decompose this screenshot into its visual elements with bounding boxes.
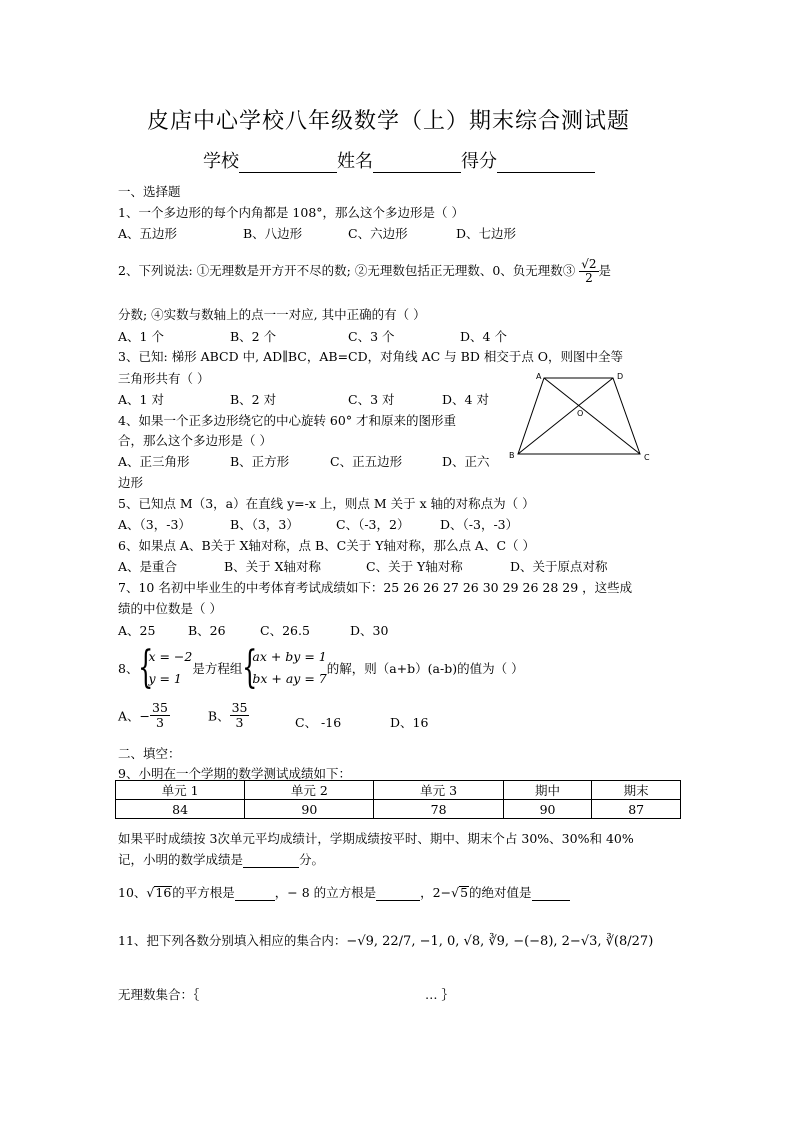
score-header: 单元 3 — [374, 781, 503, 800]
school-label: 学校 — [203, 151, 239, 172]
sqrt-icon: √ — [451, 885, 460, 900]
q1-option-c[interactable]: C、六边形 — [348, 226, 408, 241]
score-header: 单元 2 — [245, 781, 374, 800]
q7-option-c[interactable]: C、26.5 — [260, 623, 310, 638]
q6-option-c[interactable]: C、关于 Y轴对称 — [366, 559, 463, 574]
score-label: 得分 — [461, 151, 497, 172]
q5-option-b[interactable]: B、（3，3） — [230, 517, 299, 532]
q8-sol-y: y = 1 — [148, 671, 182, 686]
trapezoid-figure — [505, 368, 655, 466]
q1-option-d[interactable]: D、七边形 — [456, 226, 517, 241]
q10-blank-2[interactable] — [376, 885, 420, 901]
score-value: 78 — [374, 800, 503, 819]
q2-frac-num: √2 — [581, 257, 597, 271]
q8-a-den: 3 — [155, 714, 164, 730]
q8-line — [118, 642, 524, 693]
q4-line3: 边形 — [118, 475, 144, 490]
q1-text: 1、一个多边形的每个内角都是 108°，那么这个多边形是（ ） — [118, 205, 465, 220]
q10-line — [118, 883, 570, 901]
school-blank[interactable] — [239, 151, 337, 173]
label-o: O — [577, 409, 584, 418]
sqrt-icon: √ — [146, 885, 155, 900]
score-table — [115, 780, 681, 819]
name-label: 姓名 — [337, 151, 373, 172]
q8-brace-1: { — [138, 642, 154, 693]
q8-option-a-frac — [150, 701, 170, 730]
q3-option-d[interactable]: D、4 对 — [442, 392, 489, 407]
q7-line2: 绩的中位数是（ ） — [118, 601, 222, 616]
q10-part2: 的平方根是 — [172, 885, 235, 900]
q8-option-b-frac — [230, 701, 250, 730]
q8-eq-1: ax + by = 1 — [252, 649, 327, 664]
q8-solution-system — [138, 642, 193, 693]
score-table-header-row — [116, 781, 681, 800]
q2-text: 2、下列说法: ①无理数是开方开不尽的数; ②无理数包括正无理数、0、负无理数③ — [118, 263, 576, 279]
score-table-value-row — [116, 800, 681, 819]
q2-option-b[interactable]: B、2 个 — [230, 329, 277, 344]
score-value: 90 — [245, 800, 374, 819]
q9-answer-blank[interactable] — [243, 852, 299, 868]
q4-line2: 合，那么这个多边形是（ ） — [118, 433, 272, 448]
q9-after-line1: 如果平时成绩按 3次单元平均成绩计，学期成绩按平时、期中、期末个占 30%、30%和 40% — [118, 831, 634, 846]
q3-line2: 三角形共有（ ） — [118, 371, 210, 386]
q3-line1: 3、已知: 梯形 ABCD 中, AD∥BC，AB=CD，对角线 AC 与 BD 相交于点 O，则图中全等 — [118, 349, 624, 364]
q6-option-a[interactable]: A、是重合 — [118, 559, 178, 574]
q10-blank-3[interactable] — [532, 885, 570, 901]
q9-after2-post: 分。 — [299, 852, 325, 867]
q1-option-b[interactable]: B、八边形 — [243, 226, 303, 241]
section-fill-heading: 二、填空： — [118, 746, 181, 761]
score-value: 84 — [116, 800, 245, 819]
q6-text: 6、如果点 A、B关于 X轴对称，点 B、C关于 Y轴对称，那么点 A、C（ ） — [118, 538, 535, 553]
section-choice-heading: 一、选择题 — [118, 184, 181, 199]
q2-frac-den: 2 — [585, 271, 593, 286]
q10-blank-1[interactable] — [235, 885, 275, 901]
score-header: 期中 — [503, 781, 592, 800]
q4-option-d[interactable]: D、正六 — [442, 454, 490, 469]
q10-radicand-1: 16 — [155, 885, 172, 900]
q8-equation-system — [242, 642, 327, 693]
q7-line1: 7、10 名初中毕业生的中考体育考试成绩如下：25 26 26 27 26 30 29 26 28 29 ，这些成 — [118, 580, 633, 595]
q8-options — [118, 701, 249, 730]
q11-set-label[interactable]: 无理数集合：｛ — [118, 987, 200, 1002]
q5-option-d[interactable]: D、（-3，-3） — [440, 517, 519, 532]
q2-option-a[interactable]: A、1 个 — [118, 329, 164, 344]
score-value: 90 — [503, 800, 592, 819]
q10-prefix: 10、 — [118, 885, 147, 900]
q5-option-a[interactable]: A、（3，-3） — [118, 517, 191, 532]
q4-option-c[interactable]: C、正五边形 — [330, 454, 403, 469]
score-value: 87 — [592, 800, 681, 819]
q2-line1 — [118, 258, 611, 285]
q2-tail: 是 — [598, 263, 612, 279]
q8-prefix: 8、 — [118, 661, 139, 676]
score-header: 期末 — [592, 781, 681, 800]
q6-option-d[interactable]: D、关于原点对称 — [510, 559, 608, 574]
label-b: B — [509, 451, 515, 460]
q8-a-num: 35 — [152, 700, 168, 715]
q10-part4: ，2− — [420, 885, 452, 900]
q9-after-line2 — [118, 850, 324, 868]
q8-eq-2: bx + ay = 7 — [252, 671, 327, 686]
q8-option-b[interactable] — [207, 700, 250, 730]
q8-option-b-label: B、 — [207, 708, 230, 724]
q2-option-d[interactable]: D、4 个 — [460, 329, 507, 344]
q5-option-c[interactable]: C、（-3，2） — [336, 517, 410, 532]
page-title: 皮店中心学校八年级数学（上）期末综合测试题 — [147, 109, 631, 134]
diagonal-bd — [518, 378, 613, 454]
q11-text: 11、把下列各数分别填入相应的集合内： — [118, 933, 347, 948]
q8-option-a[interactable] — [118, 700, 170, 730]
q4-option-a[interactable]: A、正三角形 — [118, 454, 190, 469]
score-blank[interactable] — [497, 151, 595, 173]
diagonal-ac — [544, 378, 640, 454]
q3-option-c[interactable]: C、3 对 — [348, 392, 395, 407]
q8-brace-2: { — [242, 642, 258, 693]
score-header: 单元 1 — [116, 781, 245, 800]
q11-line — [118, 931, 653, 949]
label-a: A — [536, 372, 542, 381]
q2-fraction — [579, 258, 598, 285]
q7-option-b[interactable]: B、26 — [188, 623, 226, 638]
q8-option-a-label: A、− — [118, 708, 151, 724]
q2-option-c[interactable]: C、3 个 — [348, 329, 395, 344]
q9-after2-pre: 记，小明的数学成绩是 — [118, 852, 244, 867]
q2-line2: 分数; ④实数与数轴上的点一一对应, 其中正确的有（ ） — [118, 307, 426, 322]
student-info-line — [203, 147, 595, 173]
q7-option-a[interactable]: A、25 — [118, 623, 156, 638]
q8-sol-x: x = −2 — [148, 649, 193, 664]
q11-set-end: … ｝ — [425, 987, 454, 1002]
q7-option-d[interactable]: D、30 — [350, 623, 389, 638]
q8-tail: 的解，则（a+b）(a-b)的值为（ ） — [326, 661, 524, 676]
q8-b-den: 3 — [235, 714, 244, 730]
q6-option-b[interactable]: B、关于 X轴对称 — [224, 559, 322, 574]
q3-option-a[interactable]: A、1 对 — [118, 392, 164, 407]
q8-mid: 是方程组 — [192, 661, 243, 676]
q10-part5: 的绝对值是 — [469, 885, 532, 900]
name-blank[interactable] — [373, 151, 461, 173]
q4-option-b[interactable]: B、正方形 — [230, 454, 290, 469]
q8-option-d[interactable]: D、16 — [390, 715, 429, 730]
q1-option-a[interactable]: A、五边形 — [118, 226, 178, 241]
q8-option-c[interactable]: C、 -16 — [295, 715, 342, 730]
label-d: D — [617, 372, 624, 381]
label-c: C — [644, 453, 650, 462]
q10-radicand-2: 5 — [460, 885, 469, 900]
q11-numbers: −√9, 22/7, −1, 0, √8, ∛9, −(−8), 2−√3, ∛(8/27) — [346, 934, 654, 949]
q9-text: 9、小明在一个学期的数学测试成绩如下： — [118, 766, 351, 781]
q5-text: 5、已知点 M（3，a）在直线 y=-x 上，则点 M 关于 x 轴的对称点为（ ） — [118, 496, 535, 511]
q8-b-num: 35 — [231, 700, 248, 715]
q3-option-b[interactable]: B、2 对 — [230, 392, 277, 407]
q10-part3: ，− 8 的立方根是 — [274, 885, 377, 900]
q4-line1: 4、如果一个正多边形绕它的中心旋转 60° 才和原来的图形重 — [118, 413, 457, 428]
